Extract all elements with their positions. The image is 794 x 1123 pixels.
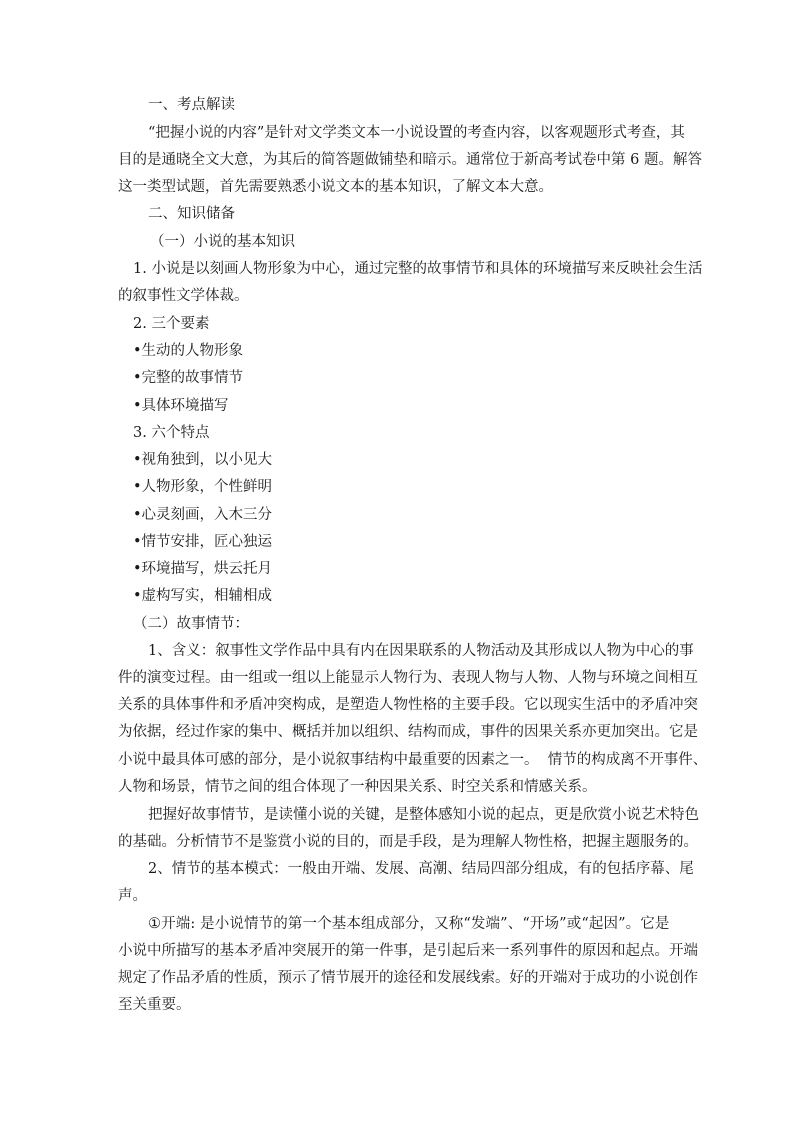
paragraph-line: 至关重要。 — [118, 997, 191, 1013]
paragraph-line: 关 系 的 具 体 事 件 和 矛 盾 冲 突 构 成 ， 是 塑 造 人 物 性 格 的 主 要 手 段 。 它 以 现 实 生 活 中 的 矛 盾 冲 突 — [118, 697, 698, 713]
paragraph-line: 把 握 好 故 事 情 节 ， 是 读 懂 小 说 的 关 键 ， 是 整 体 感 知 小 说 的 起 点 ， 更 是 欣 赏 小 说 艺 术 特 色 — [148, 807, 699, 823]
list-item: •情节安排，匠心独运 — [133, 534, 273, 550]
paragraph-line: 2 、 情 节 的 基 本 模 式 ： 一 般 由 开 端 、 发 展 、 高 潮 、 结 局 四 部 分 组 成 ， 有 的 包 括 序 幕 、 尾 — [148, 861, 694, 877]
list-item: •完整的故事情节 — [133, 370, 244, 386]
section-heading-exam-points: 一、考点解读 — [148, 97, 235, 113]
paragraph-line: 1 . 小 说 是 以 刻 画 人 物 形 象 为 中 心 ， 通 过 完 整 的 故 事 情 节 和 具 体 的 环 境 描 写 来 反 映 社 会 生 活 — [133, 261, 703, 277]
paragraph-line: 声。 — [118, 888, 147, 904]
paragraph-line: 人物和场景，情节之间的组合体现了一种因果关系、时空关系和情感关系。 — [118, 779, 597, 795]
subsection-heading-plot: （二）故事情节： — [133, 616, 249, 632]
list-item: •环境描写，烘云托月 — [133, 561, 273, 577]
paragraph-line: 的 基 础 。 分 析 情 节 不 是 鉴 赏 小 说 的 目 的 ， 而 是 手 段 ， 是 为 理 解 人 物 性 格 ， 把 握 主 题 服 务 的 。 — [118, 834, 698, 850]
list-item: •生动的人物形象 — [133, 343, 244, 359]
paragraph-line: 小 说 中 最 具 体 可 感 的 部 分 ， 是 小 说 叙 事 结 构 中 最 重 要 的 因 素 之 一 。 情 节 的 构 成 离 不 开 事 件 、 — [118, 752, 708, 768]
paragraph-line: “ 把 握 小 说 的 内 容 ” 是 针 对 文 学 类 文 本 一 小 说 设 置 的 考 查 内 容 ， 以 客 观 题 形 式 考 查 ， 其 — [148, 125, 685, 141]
paragraph-line: 1 、 含 义 ： 叙 事 性 文 学 作 品 中 具 有 内 在 因 果 联 系 的 人 物 活 动 及 其 形 成 以 人 物 为 中 心 的 事 — [148, 643, 694, 659]
paragraph-line: 为 依 据 ， 经 过 作 家 的 集 中 、 概 括 并 加 以 组 织 、 结 构 而 成 ， 事 件 的 因 果 关 系 亦 更 加 突 出 。 它 是 — [118, 724, 698, 740]
list-item: •虚构写实，相辅相成 — [133, 588, 273, 604]
paragraph-line: 的叙事性文学体裁。 — [118, 288, 249, 304]
paragraph-line: ① 开 端 : 是 小 说 情 节 的 第 一 个 基 本 组 成 部 分 ， 又 称 “ 发 端 ” 、 “ 开 场 ” 或 “ 起 因 ” 。 它 是 — [148, 916, 670, 932]
list-item: •人物形象，个性鲜明 — [133, 479, 273, 495]
paragraph-line: 目 的 是 通 晓 全 文 大 意 ， 为 其 后 的 简 答 题 做 铺 垫 和 暗 示 。 通 常 位 于 新 高 考 试 卷 中 第 6 题 。 解 答 — [118, 152, 702, 168]
paragraph-line: 规 定 了 作 品 矛 盾 的 性 质 ， 预 示 了 情 节 展 开 的 途 径 和 发 展 线 索 。 好 的 开 端 对 于 成 功 的 小 说 创 作 — [118, 970, 698, 986]
section-heading-knowledge: 二、知识储备 — [148, 206, 235, 222]
subsection-heading-novel-basics: （一）小说的基本知识 — [150, 234, 295, 250]
list-heading-six-features: 3. 六个特点 — [133, 425, 210, 441]
list-heading-three-elements: 2. 三个要素 — [133, 316, 210, 332]
paragraph-line: 件 的 演 变 过 程 。 由 一 组 或 一 组 以 上 能 显 示 人 物 行 为 、 表 现 人 物 与 人 物 、 人 物 与 环 境 之 间 相 互 — [118, 670, 698, 686]
list-item: •心灵刻画，入木三分 — [133, 507, 273, 523]
paragraph-line: 小 说 中 所 描 写 的 基 本 矛 盾 冲 突 展 开 的 第 一 件 事 ， 是 引 起 后 来 一 系 列 事 件 的 原 因 和 起 点 。 开 端 — [118, 943, 698, 959]
list-item: •视角独到，以小见大 — [133, 452, 273, 468]
list-item: •具体环境描写 — [133, 398, 229, 414]
paragraph-line: 这一类型试题，首先需要熟悉小说文本的基本知识，了解文本大意。 — [118, 179, 553, 195]
